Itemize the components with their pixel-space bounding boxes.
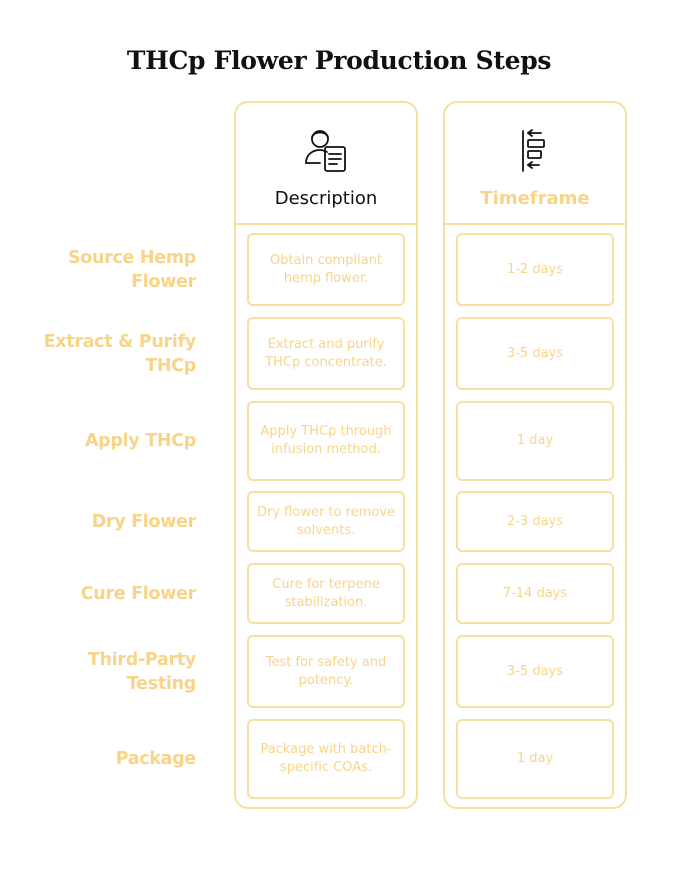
timeframe-cell: 2-3 days bbox=[456, 491, 614, 552]
description-cell: Package with batch-specific COAs. bbox=[247, 719, 405, 799]
timeframe-cell: 1 day bbox=[456, 401, 614, 481]
timeframe-column-label: Timeframe bbox=[480, 188, 590, 209]
description-column-label: Description bbox=[274, 188, 378, 209]
timeframe-cell: 1-2 days bbox=[456, 233, 614, 306]
gantt-timeline-icon bbox=[507, 123, 563, 179]
description-cell: Extract and purify THCp concentrate. bbox=[247, 317, 405, 390]
timeframe-cell: 3-5 days bbox=[456, 317, 614, 390]
description-cell: Test for safety and potency. bbox=[247, 635, 405, 708]
timeframe-column-header bbox=[445, 103, 625, 225]
step-label: Apply THCp bbox=[84, 431, 196, 451]
step-label: Cure Flower bbox=[80, 583, 196, 604]
step-label: Extract & Purify THCp bbox=[43, 331, 196, 376]
step-label: Third-Party Testing bbox=[87, 649, 196, 694]
timeframe-cell: 3-5 days bbox=[456, 635, 614, 708]
description-cell: Apply THCp through infusion method. bbox=[247, 401, 405, 481]
step-label: Source Hemp Flower bbox=[67, 247, 196, 292]
step-label: Package bbox=[115, 749, 196, 769]
person-document-icon bbox=[298, 123, 354, 179]
page-title: THCp Flower Production Steps bbox=[126, 46, 552, 75]
description-column bbox=[234, 101, 418, 809]
timeframe-cell: 1 day bbox=[456, 719, 614, 799]
timeframe-cell: 7-14 days bbox=[456, 563, 614, 624]
step-label: Dry Flower bbox=[91, 511, 196, 532]
description-cell: Dry flower to remove solvents. bbox=[247, 491, 405, 552]
timeframe-column bbox=[443, 101, 627, 809]
description-cell: Cure for terpene stabilization. bbox=[247, 563, 405, 624]
description-cell: Obtain compliant hemp flower. bbox=[247, 233, 405, 306]
description-column-header bbox=[236, 103, 416, 225]
